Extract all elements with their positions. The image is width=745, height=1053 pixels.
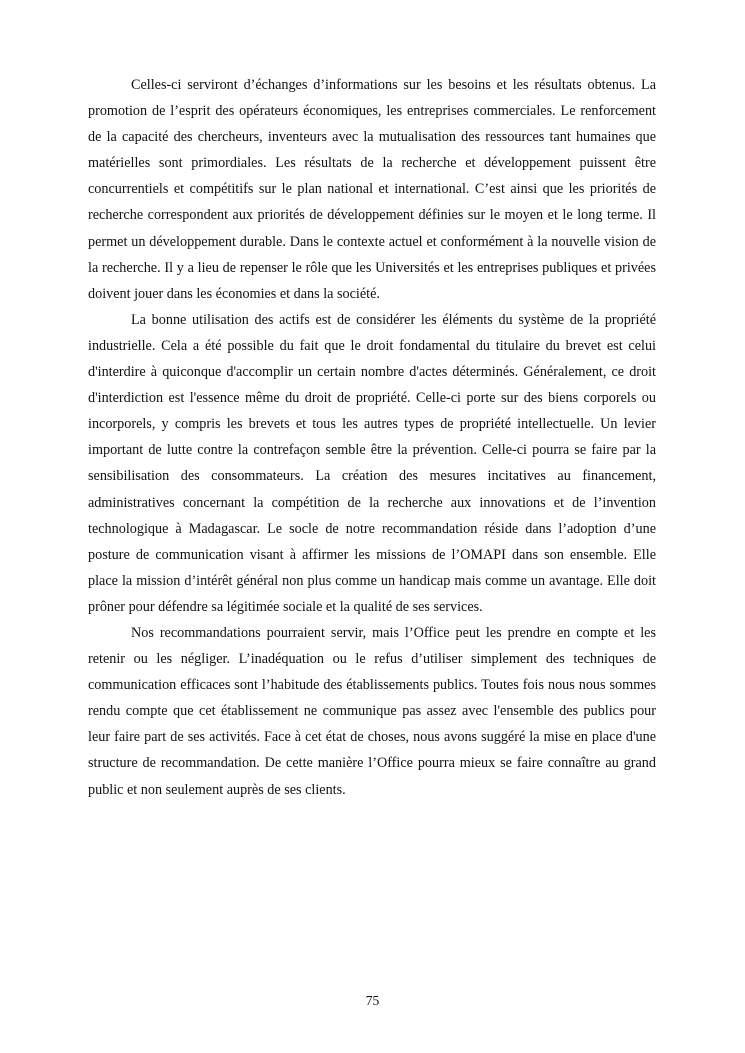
page-number: 75: [365, 993, 380, 1008]
page-body: [88, 72, 656, 803]
paragraph-1: Celles-ci serviront d’échanges d’informations sur les besoins et les résultats obtenus. La promotion de l’esprit des opérateurs économiques, les entreprises commerciales. Le renforcement de la capacité des chercheurs, inventeurs avec la mutualisation des ressources tant humaines que matérielles sont primordiales. Les résultats de la recherche et développement puissent être concurrentiels et compétitifs sur le plan national et international. C’est ainsi que les priorités de recherche correspondent aux priorités de développement définies sur le moyen et le long terme. Il permet un développement durable. Dans le contexte actuel et conformément à la nouvelle vision de la recherche. Il y a lieu de repenser le rôle que les Universités et les entreprises publiques et privées doivent jouer dans les économies et dans la société.: [88, 77, 656, 302]
paragraph-3: Nos recommandations pourraient servir, mais l’Office peut les prendre en compte et les retenir ou les négliger. L’inadéquation ou le refus d’utiliser simplement des techniques de communication efficaces sont l’habitude des établissements publics. Toutes fois nous nous sommes rendu compte que cet établissement ne communique pas assez avec l'ensemble des publics pour leur faire part de ses activités. Face à cet état de choses, nous avons suggéré la mise en place d'une structure de recommandation. De cette manière l’Office pourra mieux se faire connaître au grand public et non seulement auprès de ses clients.: [88, 624, 656, 798]
paragraph-2: La bonne utilisation des actifs est de considérer les éléments du système de la propriété industrielle. Cela a été possible du fait que le droit fondamental du titulaire du brevet est celui d'interdire à quiconque d'accomplir un certain nombre d'actes déterminés. Généralement, ce droit d'interdiction est l'essence même du droit de propriété. Celle-ci porte sur des biens corporels ou incorporels, y compris les brevets et tous les autres types de propriété intellectuelle. Un levier important de lutte contre la contrefaçon semble être la prévention. Celle-ci pourra se faire par la sensibilisation des consommateurs. La création des mesures incitatives au financement, administratives concernant la compétition de la recherche aux innovations et de l’invention technologique à Madagascar. Le socle de notre recommandation réside dans l’adoption d’une posture de communication visant à affirmer les missions de l’OMAPI dans son ensemble. Elle place la mission d’intérêt général non plus comme un handicap mais comme un avantage. Elle doit prôner pour défendre sa légitimée sociale et la qualité de ses services.: [88, 311, 656, 615]
